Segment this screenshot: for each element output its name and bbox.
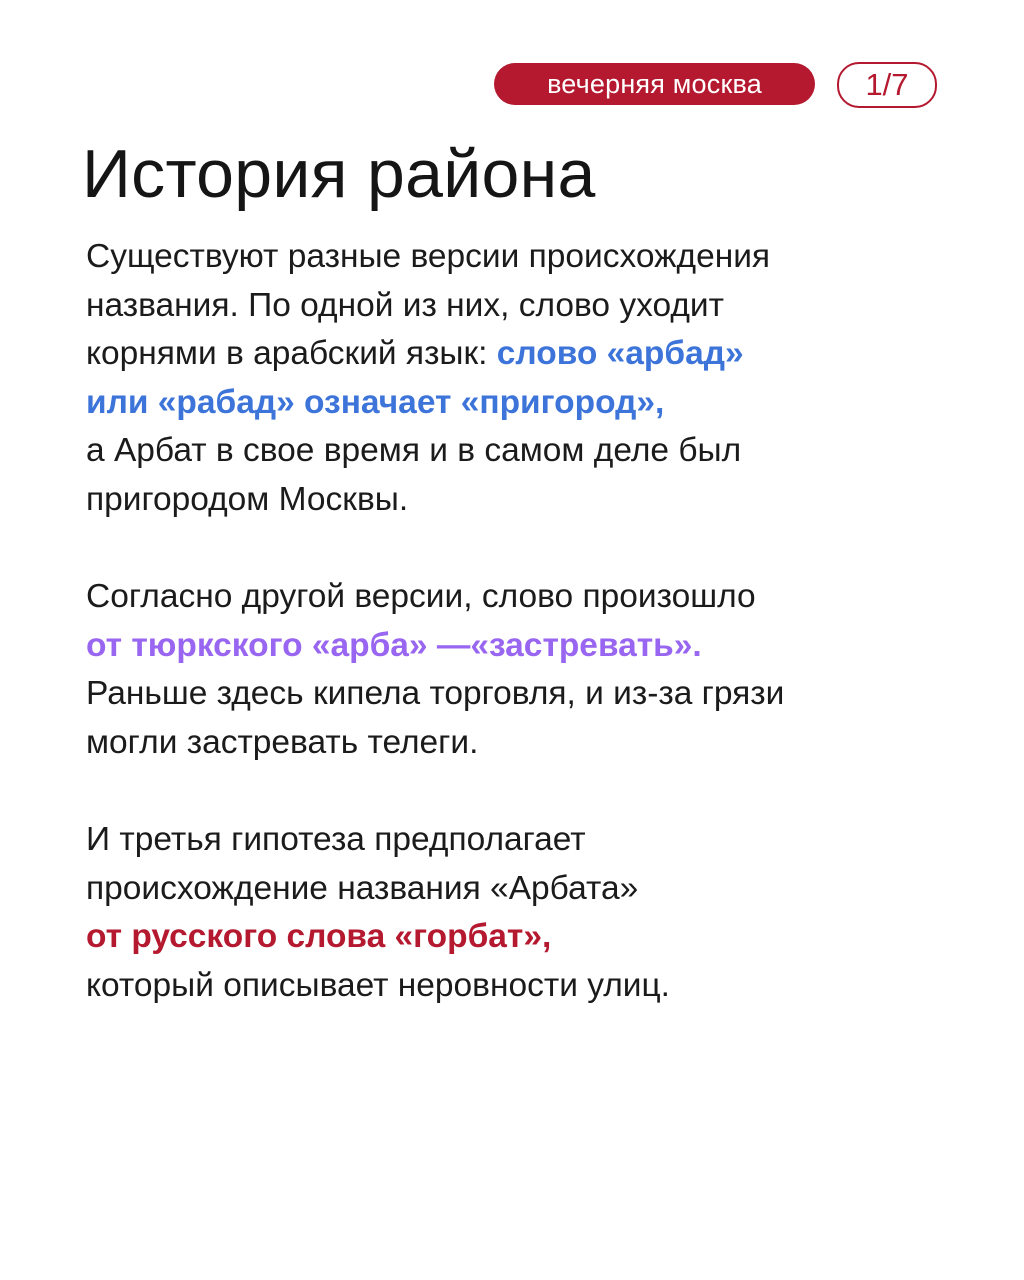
paragraph-line: а Арбат в свое время и в самом деле был [86, 432, 742, 470]
paragraph-line [86, 330, 966, 379]
paragraph-text: корнями в арабский язык: [86, 335, 497, 373]
paragraph-arabic-version [86, 233, 966, 525]
brand-badge: вечерняя москва [494, 63, 815, 105]
paragraph-turkic-version [86, 573, 966, 767]
paragraph-line: Согласно другой версии, слово произошло [86, 578, 756, 615]
page-title: История района [82, 136, 596, 212]
paragraph-line: Раньше здесь кипела торговля, и из-за грязи [86, 675, 785, 713]
highlight-turkic-word: от тюркского «арба» —«застревать». [86, 626, 702, 664]
paragraph-line: И третья гипотеза предполагает [86, 821, 586, 858]
paragraph-line: могли застревать телеги. [86, 723, 479, 761]
paragraph-line: Существуют разные версии происхождения [86, 238, 771, 275]
highlight-russian-word: от русского слова «горбат», [86, 918, 552, 956]
paragraph-line: происхождение названия «Арбата» [86, 869, 639, 907]
highlight-arabic-meaning: или «рабад» означает «пригород», [86, 383, 665, 421]
paragraph-line: названия. По одной из них, слово уходит [86, 286, 724, 324]
paragraph-russian-version [86, 816, 966, 1010]
highlight-arabic-word: слово «арбад» [496, 335, 744, 373]
paragraph-line: который описывает неровности улиц. [86, 966, 670, 1004]
paragraph-line: пригородом Москвы. [86, 480, 409, 518]
page-indicator: 1/7 [837, 62, 937, 108]
